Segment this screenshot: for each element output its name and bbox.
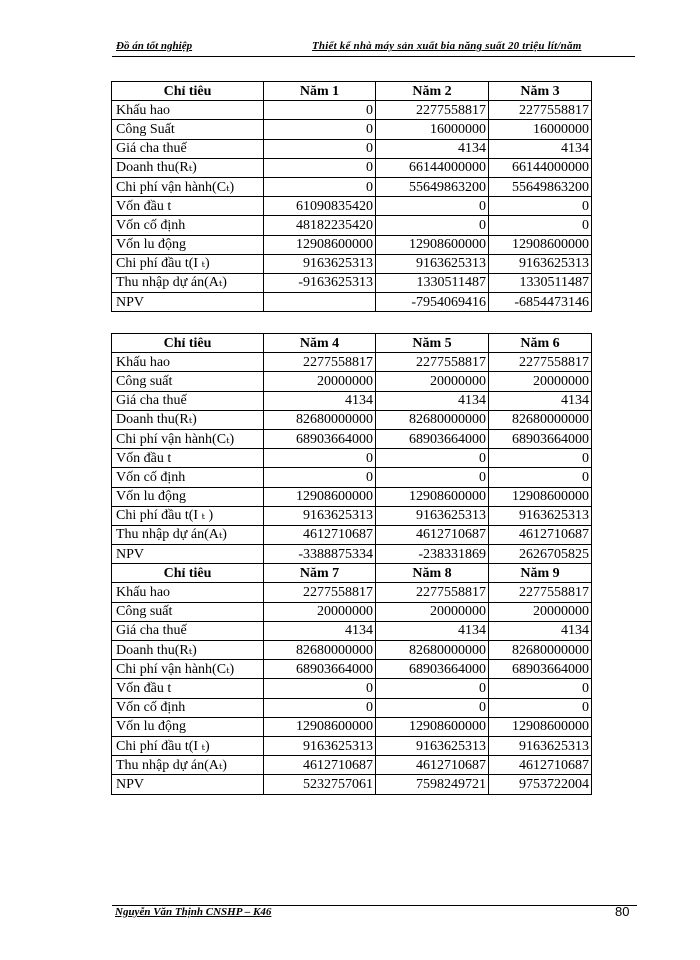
table-cell: 0: [264, 177, 376, 196]
table-cell: 9163625313: [376, 254, 489, 273]
table-cell: 4612710687: [489, 756, 592, 775]
row-label: Chi phí đầu t(I ₜ): [112, 736, 264, 755]
page-number: 80: [615, 904, 630, 919]
table-cell: 12908600000: [264, 235, 376, 254]
table-row: [112, 545, 592, 564]
table-cell: 55649863200: [489, 177, 592, 196]
table-cell: 2277558817: [264, 583, 376, 602]
table-cell: 4612710687: [489, 525, 592, 544]
table-row: [112, 235, 592, 254]
table-row: [112, 429, 592, 448]
row-label: NPV: [112, 775, 264, 794]
table-cell: 61090835420: [264, 197, 376, 216]
row-label: Vốn đầu t: [112, 449, 264, 468]
table-cell: 0: [489, 197, 592, 216]
table-cell: 0: [489, 468, 592, 487]
header-row: [112, 82, 592, 101]
table-cell: 2277558817: [489, 101, 592, 120]
row-label: Thu nhập dự án(Aₜ): [112, 273, 264, 292]
table-cell: 9163625313: [489, 254, 592, 273]
header-row: [112, 564, 592, 583]
table-cell: 4134: [489, 621, 592, 640]
table-cell: 68903664000: [489, 660, 592, 679]
footer-author: Nguyễn Văn Thịnh CNSHP – K46: [115, 906, 272, 918]
table-row: [112, 353, 592, 372]
table-cell: 82680000000: [264, 641, 376, 660]
table-cell: 0: [376, 468, 489, 487]
table-row: [112, 717, 592, 736]
table-row: [112, 273, 592, 292]
table-row: [112, 602, 592, 621]
column-header: Chỉ tiêu: [112, 82, 264, 101]
table-row: [112, 506, 592, 525]
table-cell: 20000000: [489, 372, 592, 391]
row-label: Vốn cố định: [112, 216, 264, 235]
table-cell: 9163625313: [264, 506, 376, 525]
table-cell: 1330511487: [489, 273, 592, 292]
table-cell: 9753722004: [489, 775, 592, 794]
table-row: [112, 736, 592, 755]
table-row: [112, 679, 592, 698]
table-cell: 1330511487: [376, 273, 489, 292]
table-years-4-9: [111, 333, 592, 795]
table-cell: -3388875334: [264, 545, 376, 564]
table-cell: 0: [264, 679, 376, 698]
column-header: Chỉ tiêu: [112, 334, 264, 353]
table-cell: 82680000000: [489, 641, 592, 660]
table-cell: 4134: [376, 391, 489, 410]
row-label: Thu nhập dự án(Aₜ): [112, 756, 264, 775]
table-cell: 0: [376, 679, 489, 698]
table-cell: 0: [264, 158, 376, 177]
column-header: Năm 4: [264, 334, 376, 353]
row-label: Chi phí vận hành(Cₜ): [112, 660, 264, 679]
table-cell: -7954069416: [376, 293, 489, 312]
column-header: Năm 6: [489, 334, 592, 353]
row-label: Khấu hao: [112, 353, 264, 372]
table-cell: 20000000: [264, 602, 376, 621]
row-label: Doanh thu(Rₜ): [112, 641, 264, 660]
table-cell: 0: [264, 101, 376, 120]
table-cell: 16000000: [489, 120, 592, 139]
table-cell: 4612710687: [376, 756, 489, 775]
table-row: [112, 372, 592, 391]
table-cell: 0: [376, 698, 489, 717]
table-cell: 82680000000: [264, 410, 376, 429]
table-cell: 4134: [264, 391, 376, 410]
row-label: Vốn cố định: [112, 468, 264, 487]
table-cell: 12908600000: [489, 487, 592, 506]
row-label: Vốn cố định: [112, 698, 264, 717]
table-cell: 0: [489, 216, 592, 235]
table-cell: -9163625313: [264, 273, 376, 292]
table-row: [112, 525, 592, 544]
row-label: NPV: [112, 293, 264, 312]
table-cell: 48182235420: [264, 216, 376, 235]
table-cell: 4134: [489, 139, 592, 158]
table-cell: 4612710687: [264, 756, 376, 775]
column-header: Chỉ tiêu: [112, 564, 264, 583]
table-cell: 0: [264, 698, 376, 717]
table-cell: 82680000000: [489, 410, 592, 429]
column-header: Năm 5: [376, 334, 489, 353]
table-cell: 16000000: [376, 120, 489, 139]
table-cell: 12908600000: [376, 487, 489, 506]
table-cell: 2277558817: [376, 101, 489, 120]
table-cell: 68903664000: [376, 660, 489, 679]
table-row: [112, 698, 592, 717]
table-cell: 2277558817: [264, 353, 376, 372]
table-row: [112, 641, 592, 660]
header-row: [112, 334, 592, 353]
table-cell: -6854473146: [489, 293, 592, 312]
table-row: [112, 254, 592, 273]
header-left: Đồ án tốt nghiệp: [116, 40, 193, 52]
table-cell: 9163625313: [489, 736, 592, 755]
row-label: Giá cha thuế: [112, 139, 264, 158]
table-cell: 2277558817: [489, 583, 592, 602]
column-header: Năm 9: [489, 564, 592, 583]
table-row: [112, 468, 592, 487]
table-row: [112, 216, 592, 235]
table-cell: 2626705825: [489, 545, 592, 564]
table-cell: 9163625313: [264, 254, 376, 273]
table-row: [112, 583, 592, 602]
row-label: Vốn lu động: [112, 235, 264, 254]
table-cell: 2277558817: [489, 353, 592, 372]
table-cell: 4612710687: [376, 525, 489, 544]
table-row: [112, 775, 592, 794]
table-cell: 66144000000: [489, 158, 592, 177]
table-cell: 12908600000: [376, 717, 489, 736]
table-cell: 9163625313: [489, 506, 592, 525]
table-cell: 4134: [264, 621, 376, 640]
table-row: [112, 197, 592, 216]
table-row: [112, 449, 592, 468]
column-header: Năm 1: [264, 82, 376, 101]
row-label: Vốn đầu t: [112, 679, 264, 698]
table-row: [112, 391, 592, 410]
row-label: Chi phí vận hành(Cₜ): [112, 429, 264, 448]
table-cell: 0: [264, 468, 376, 487]
table-row: [112, 487, 592, 506]
column-header: Năm 3: [489, 82, 592, 101]
column-header: Năm 8: [376, 564, 489, 583]
table-row: [112, 756, 592, 775]
table-row: [112, 660, 592, 679]
table-cell: 20000000: [376, 602, 489, 621]
column-header: Năm 2: [376, 82, 489, 101]
table-row: [112, 139, 592, 158]
table-cell: 0: [264, 139, 376, 158]
row-label: Doanh thu(Rₜ): [112, 410, 264, 429]
row-label: Khấu hao: [112, 583, 264, 602]
table-cell: 82680000000: [376, 410, 489, 429]
table-cell: 0: [489, 679, 592, 698]
row-label: Vốn lu động: [112, 487, 264, 506]
table-cell: [264, 293, 376, 312]
row-label: Chi phí vận hành(Cₜ): [112, 177, 264, 196]
row-label: Giá cha thuế: [112, 391, 264, 410]
row-label: Khấu hao: [112, 101, 264, 120]
table-cell: 0: [489, 449, 592, 468]
table-cell: 82680000000: [376, 641, 489, 660]
page-header: [112, 38, 635, 57]
table-row: [112, 158, 592, 177]
table-cell: 66144000000: [376, 158, 489, 177]
table-cell: 20000000: [376, 372, 489, 391]
row-label: Giá cha thuế: [112, 621, 264, 640]
table-row: [112, 177, 592, 196]
table-cell: 20000000: [264, 372, 376, 391]
table-cell: 0: [264, 120, 376, 139]
row-label: Công suất: [112, 372, 264, 391]
column-header: Năm 7: [264, 564, 376, 583]
table-cell: 12908600000: [376, 235, 489, 254]
table-cell: 4134: [489, 391, 592, 410]
table-cell: -238331869: [376, 545, 489, 564]
table-cell: 2277558817: [376, 583, 489, 602]
row-label: Vốn đầu t: [112, 197, 264, 216]
table-cell: 0: [264, 449, 376, 468]
table-cell: 68903664000: [489, 429, 592, 448]
row-label: Doanh thu(Rₜ): [112, 158, 264, 177]
table-cell: 7598249721: [376, 775, 489, 794]
table-cell: 4612710687: [264, 525, 376, 544]
table-row: [112, 410, 592, 429]
table-cell: 5232757061: [264, 775, 376, 794]
row-label: Thu nhập dự án(Aₜ): [112, 525, 264, 544]
row-label: Chi phí đầu t(I ₜ): [112, 254, 264, 273]
table-cell: 9163625313: [376, 736, 489, 755]
table-cell: 12908600000: [489, 235, 592, 254]
header-right: Thiết kế nhà máy sản xuất bia năng suất 20 triệu lít/năm: [312, 40, 582, 52]
table-years-1-3: [111, 81, 592, 312]
table-cell: 12908600000: [264, 487, 376, 506]
row-label: Vốn lu động: [112, 717, 264, 736]
row-label: Công suất: [112, 602, 264, 621]
table-cell: 0: [376, 216, 489, 235]
table-cell: 0: [489, 698, 592, 717]
table-cell: 2277558817: [376, 353, 489, 372]
row-label: Chi phí đầu t(I ₜ ): [112, 506, 264, 525]
table-cell: 68903664000: [264, 429, 376, 448]
table-cell: 20000000: [489, 602, 592, 621]
table-cell: 55649863200: [376, 177, 489, 196]
table-row: [112, 101, 592, 120]
table-cell: 9163625313: [376, 506, 489, 525]
table-cell: 12908600000: [264, 717, 376, 736]
table-cell: 4134: [376, 139, 489, 158]
table-cell: 9163625313: [264, 736, 376, 755]
table-row: [112, 120, 592, 139]
row-label: Công Suất: [112, 120, 264, 139]
table-cell: 68903664000: [264, 660, 376, 679]
row-label: NPV: [112, 545, 264, 564]
table-cell: 12908600000: [489, 717, 592, 736]
table-row: [112, 293, 592, 312]
table-cell: 0: [376, 449, 489, 468]
table-cell: 0: [376, 197, 489, 216]
table-cell: 4134: [376, 621, 489, 640]
table-row: [112, 621, 592, 640]
table-cell: 68903664000: [376, 429, 489, 448]
